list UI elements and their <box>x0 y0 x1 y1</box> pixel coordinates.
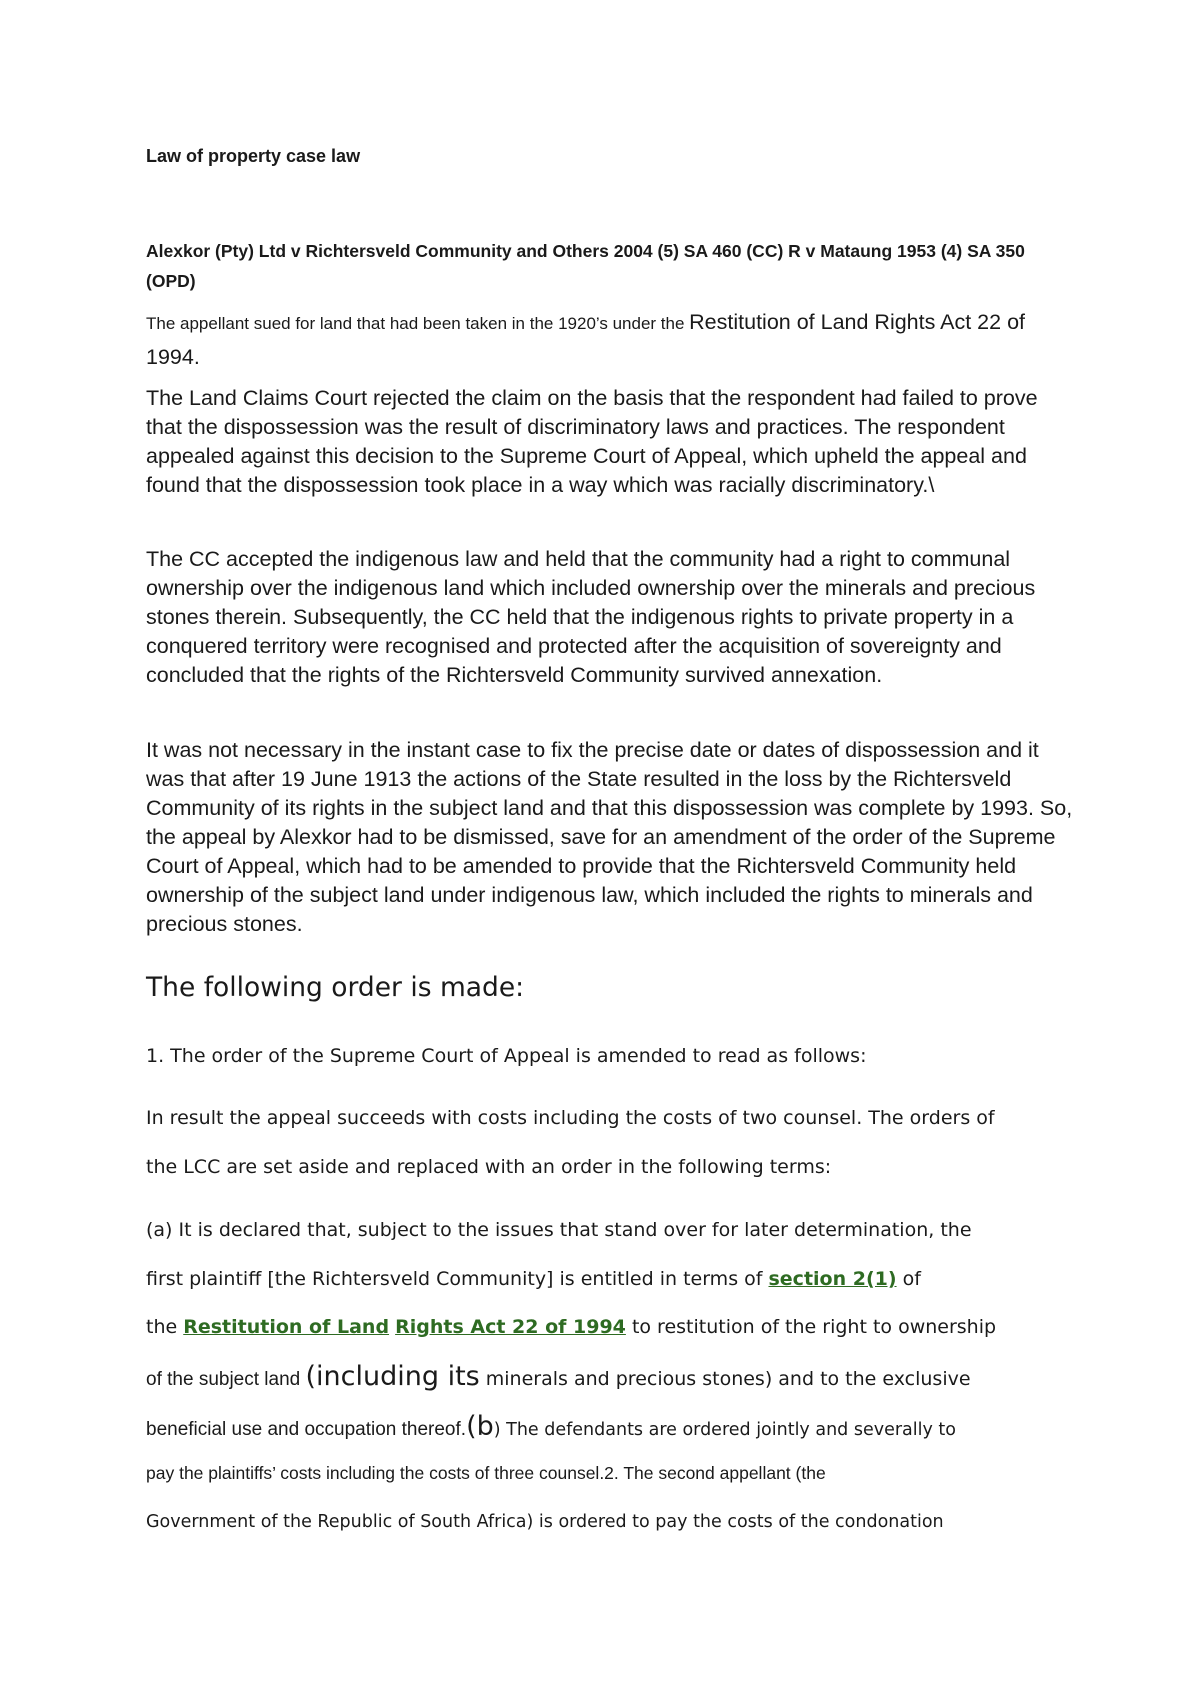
paragraph-cc-holding: The CC accepted the indigenous law and held that the community had a right to communal ownership over the indigenous land which included ownership over the minerals and precious stones therein. Subsequently, the CC held that the indigenous rights to private property in a conquered territory were recognised and protected after the acquisition of sovereignty and concluded that the rights of the Richtersveld Community survived annexation. <box>146 547 1036 687</box>
paragraph-lcc-rejection: The Land Claims Court rejected the claim on the basis that the respondent had failed to prove that the dispossession was the result of discriminatory laws and practices. The respondent appealed against this decision to the Supreme Court of Appeal, which upheld the appeal and found that the dispossession took place in a way which was racially discriminatory.\ <box>146 386 1038 497</box>
order-line-text: first plaintiff [the Richtersveld Community] is entitled in terms of <box>146 1268 769 1290</box>
order-line-emphasis: (b <box>466 1411 494 1442</box>
order-line-emphasis: (including its <box>305 1361 480 1392</box>
order-line <box>146 1268 921 1290</box>
paragraph-dispossession: It was not necessary in the instant case to fix the precise date or dates of dispossession and it was that after 19 June 1913 the actions of the State resulted in the loss by the Richtersveld Community of its rights in the subject land and that this dispossession was complete by 1993. So, the appeal by Alexkor had to be dismissed, save for an amendment of the order of the Supreme Court of Appeal, which had to be amended to provide that the Richtersveld Community held ownership of the subject land under indigenous law, which included the rights to minerals and precious stones. <box>146 738 1073 936</box>
order-line: 1. The order of the Supreme Court of Appeal is amended to read as follows: <box>146 1045 867 1067</box>
restitution-act-link-part2[interactable]: Rights Act 22 of 1994 <box>395 1316 626 1338</box>
restitution-act-link-part1[interactable]: Restitution of Land <box>183 1316 390 1338</box>
order-line: Government of the Republic of South Africa) is ordered to pay the costs of the condonation <box>146 1512 944 1532</box>
order-line <box>146 1413 956 1441</box>
intro-text-small: The appellant sued for land that had been taken in the 1920’s under the <box>146 314 690 333</box>
order-line: pay the plaintiffs’ costs including the costs of three counsel.2. The second appellant (the <box>146 1463 826 1483</box>
order-line: In result the appeal succeeds with costs including the costs of two counsel. The orders of <box>146 1107 995 1129</box>
intro-text-act: Restitution of Land Rights Act 22 of 1994. <box>146 310 1025 369</box>
order-line-text: the <box>146 1316 184 1338</box>
section-2-1-link[interactable]: section 2(1) <box>768 1268 897 1290</box>
order-line <box>146 1363 971 1391</box>
order-line-text: of <box>896 1268 921 1290</box>
order-line: the LCC are set aside and replaced with an order in the following terms: <box>146 1156 832 1178</box>
order-line-text: minerals and precious stones) and to the exclusive <box>479 1368 971 1390</box>
document-title: Law of property case law <box>146 146 361 166</box>
order-heading: The following order is made: <box>146 972 525 1003</box>
case-citation: Alexkor (Pty) Ltd v Richtersveld Community and Others 2004 (5) SA 460 (CC) R v Mataung 1953 (4) SA 350 (OPD) <box>146 241 1025 291</box>
order-line: (a) It is declared that, subject to the issues that stand over for later determination, the <box>146 1219 972 1241</box>
order-line-text: beneficial use and occupation thereof. <box>146 1419 467 1440</box>
order-line-text: of the subject land <box>146 1369 306 1390</box>
intro-paragraph <box>146 306 1076 376</box>
order-line-text: to restitution of the right to ownership <box>625 1316 997 1338</box>
order-line <box>146 1316 996 1338</box>
order-line-text: ) The defendants are ordered jointly and severally to <box>493 1420 956 1440</box>
